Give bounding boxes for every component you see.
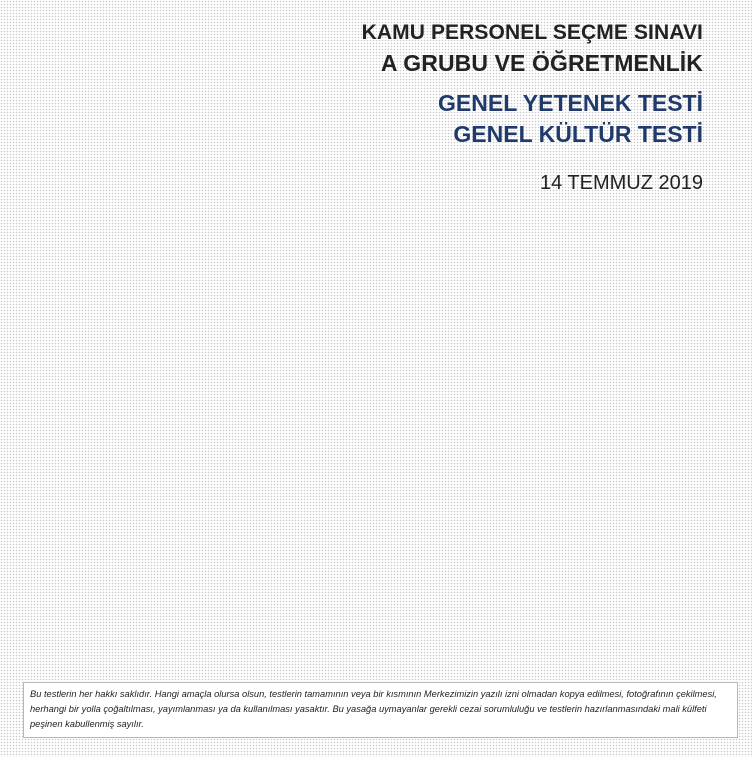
- exam-header: [103, 18, 703, 196]
- exam-title-line-2: A GRUBU VE ÖĞRETMENLİK: [380, 50, 703, 76]
- exam-title-line-1: KAMU PERSONEL SEÇME SINAVI: [361, 21, 703, 44]
- copyright-notice-text: Bu testlerin her hakkı saklıdır. Hangi amaçla olursa olsun, testlerin tamamının veya bir kısmının Merkezimizin yazılı izni olmadan kopya edilmesi, fotoğrafının çekilmesi, herhangi bir yolla çoğaltılması, yayımlanması ya da kullanılması yasaktır. Bu yasağa uymayanlar gerekli cezai sorumluluğu ve testlerin hazırlanmasındaki mali külfeti peşinen kabullenmiş sayılır.: [30, 689, 717, 729]
- exam-date: 14 TEMMUZ 2019: [539, 172, 703, 194]
- test-name-general-ability: GENEL YETENEK TESTİ: [438, 90, 703, 116]
- test-name-general-culture: GENEL KÜLTÜR TESTİ: [453, 121, 703, 147]
- test-names: [103, 88, 703, 150]
- copyright-notice: [23, 682, 738, 738]
